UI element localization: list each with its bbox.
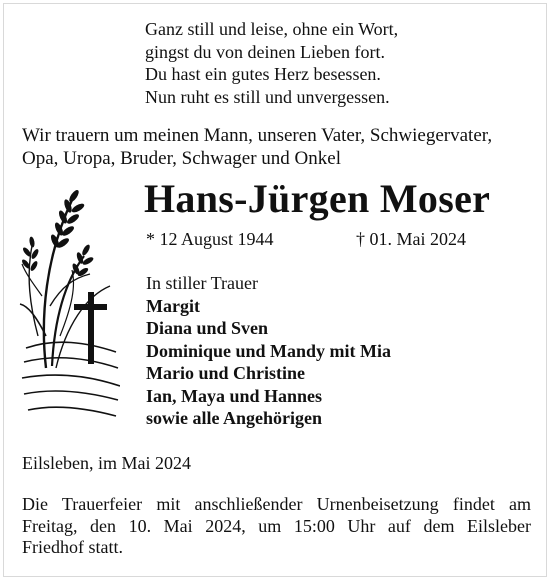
place-and-date: Eilsleben, im Mai 2024: [22, 453, 191, 473]
deceased-name: Hans-Jürgen Moser: [144, 176, 491, 221]
funeral-line: Die Trauerfeier mit anschließender Urnenbeisetzung findet am: [22, 494, 531, 514]
wheat-and-cross-icon: [16, 186, 120, 426]
memorial-poem: [145, 18, 398, 108]
intro-line: Wir trauern um meinen Mann, unseren Vater, Schwiegervater,: [22, 125, 493, 146]
mourners-heading: In stiller Trauer: [146, 273, 258, 293]
mourner-name: Diana und Sven: [146, 318, 269, 338]
death-date: † 01. Mai 2024: [356, 229, 466, 249]
mourner-name: Mario und Christine: [146, 363, 306, 383]
wheat-head-icon: [21, 189, 95, 278]
mourning-intro: [22, 125, 492, 170]
birth-date: * 12 August 1944: [146, 229, 274, 249]
cross-icon: [74, 292, 107, 364]
mourner-name: Dominique und Mandy mit Mia: [146, 340, 392, 361]
funeral-notice: [22, 494, 531, 559]
funeral-line: Freitag, den 10. Mai 2024, um 15:00 Uhr auf dem Eilsleber: [22, 515, 531, 536]
mourners-list: [146, 272, 391, 430]
funeral-line: Friedhof statt.: [22, 537, 123, 557]
poem-line: Nun ruht es still und unvergessen.: [145, 86, 390, 107]
mourner-name: sowie alle Angehörigen: [146, 408, 322, 428]
intro-line: Opa, Uropa, Bruder, Schwager und Onkel: [22, 147, 341, 169]
poem-line: gingst du von deinen Lieben fort.: [145, 41, 385, 62]
poem-line: Ganz still und leise, ohne ein Wort,: [145, 19, 399, 39]
poem-line: Du hast ein gutes Herz besessen.: [145, 64, 381, 84]
mourner-name: Ian, Maya und Hannes: [146, 385, 323, 406]
mourner-name: Margit: [146, 295, 200, 316]
